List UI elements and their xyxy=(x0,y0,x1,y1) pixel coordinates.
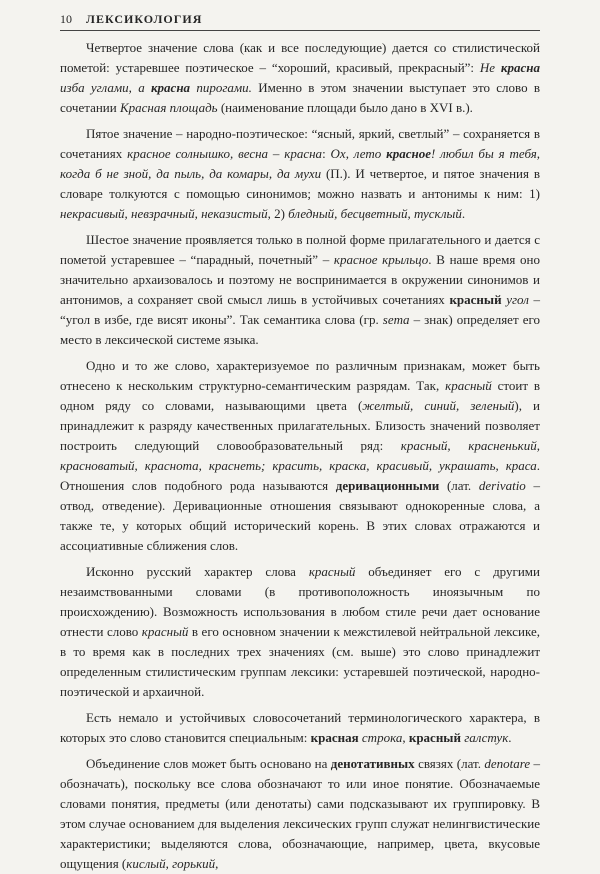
term: деривационными xyxy=(335,478,440,493)
paragraph-1 xyxy=(60,38,540,118)
text-run: (наименование площади было дано в XVI в.). xyxy=(217,100,473,115)
page-body xyxy=(60,38,540,874)
text-run: – обозначать), поскольку все слова обозначают то или иное понятие. Обозначаемые словами понятия, предметы (или денотаты) сами подсказывают их группировку. В этом случае основанием для выделения лексических групп служат нелингвистические характеристики; выделяются слова, обозначающие, например, цвета, вкусовые ощущения ( xyxy=(60,756,540,871)
text-run: . xyxy=(461,206,466,221)
example-text: красный, красненький, красноватый, краснота, краснеть; красить, краска, красивый, украшать, краса xyxy=(60,438,541,473)
example-text: derivatio xyxy=(478,478,526,493)
text-run: Четвертое значение слова (как и все последующие) дается со стилистической пометой: устаревшее поэтическое – “хороший, красивый, прекрасный”: xyxy=(60,40,540,75)
example-text: пирогами. xyxy=(190,80,252,95)
text-run: , xyxy=(215,856,219,871)
text-run: Одно и то же слово, характеризуемое по различным признакам, может быть отнесено к нескольким структурно-семантическим разрядам. Так, xyxy=(60,358,540,393)
text-run: Пятое значение – народно-поэтическое: “ясный, яркий, светлый” – сохраняется в сочетаниях xyxy=(60,126,540,161)
example-text: красный xyxy=(445,378,492,393)
page-header xyxy=(60,12,540,31)
key-word: красна xyxy=(150,80,191,95)
example-text: ! любил бы я тебя, когда б не зной, да пыль, да комары, да мухи xyxy=(60,146,540,181)
example-text: denotare xyxy=(484,756,531,771)
text-run: , 2) xyxy=(267,206,289,221)
text-run: Объединение слов может быть основано на xyxy=(86,756,331,771)
text-run: Есть немало и устойчивых словосочетаний терминологического характера, в которых это слово становится специальным: xyxy=(60,710,540,745)
example-text: Красная площадь xyxy=(119,100,218,115)
example-text: угол xyxy=(501,292,529,307)
example-text: галстук xyxy=(460,730,509,745)
paragraph-7 xyxy=(60,754,540,874)
paragraph-2 xyxy=(60,124,540,224)
key-word: красная xyxy=(310,730,359,745)
example-text: красный xyxy=(308,564,356,579)
text-run: Шестое значение проявляется только в полной форме прилагательного и дается с пометой устаревшее – “парадный, почетный” – xyxy=(60,232,540,267)
text-run: стоит в одном ряду со словами, называющими цвета ( xyxy=(60,378,540,413)
example-text: Не xyxy=(479,60,501,75)
example-text: некрасивый, невзрачный, неказистый xyxy=(60,206,268,221)
text-run: . Отношения слов подобного рода называются xyxy=(60,458,540,493)
key-word: красный xyxy=(449,292,502,307)
paragraph-6 xyxy=(60,708,540,748)
paragraph-5 xyxy=(60,562,540,702)
example-text: красный xyxy=(141,624,189,639)
key-word: красна xyxy=(500,60,540,75)
example-text: sema xyxy=(382,312,410,327)
text-run: объединяет его с другими незаимствованными словами (в противоположность иноязычным по происхождению). Возможность использования в любом стиле речи дает основание отнести слово xyxy=(60,564,540,639)
page-number: 10 xyxy=(60,12,72,26)
text-run: ), и принадлежит к разряду качественных прилагательных. Близость значений позволяет построить следующий словообразовательный ряд: xyxy=(60,398,540,453)
text-run: . В наше время оно значительно архаизовалось и поэтому не воспринимается в окружении синонимов и антонимов, а сохраняет свой смысл лишь в устойчивых сочетаниях xyxy=(60,252,541,307)
term: денотативных xyxy=(330,756,415,771)
example-text: изба углами, а xyxy=(60,80,151,95)
key-word: красное xyxy=(386,146,431,161)
text-run: связях (лат. xyxy=(414,756,485,771)
key-word: красный xyxy=(408,730,461,745)
paragraph-3 xyxy=(60,230,540,350)
text-run: . xyxy=(508,730,512,745)
text-run: : xyxy=(322,146,331,161)
example-text: желтый, синий, зеленый xyxy=(362,398,515,413)
example-text: строка xyxy=(358,730,403,745)
text-run: Именно в этом значении выступает это слово в сочетании xyxy=(60,80,540,115)
text-run: – знак) определяет его место в лексической системе языка. xyxy=(60,312,540,347)
running-title: ЛЕКСИКОЛОГИЯ xyxy=(86,12,203,26)
text-run: (лат. xyxy=(439,478,479,493)
example-text: красное солнышко, весна – красна xyxy=(127,146,323,161)
text-run: – “угол в избе, где висят иконы”. Так семантика слова (гр. xyxy=(60,292,541,327)
text-run: Исконно русский характер слова xyxy=(86,564,309,579)
text-run: , xyxy=(402,730,409,745)
example-text: Ох, лето xyxy=(330,146,387,161)
text-run: – отвод, отведение). Деривационные отношения связывают однокоренные слова, а также те, у которых общий исторический корень. В этих словах отражаются и ассоциативные сближения слов. xyxy=(60,478,540,553)
paragraph-4 xyxy=(60,356,540,556)
text-run: (П.). И четвертое, и пятое значения в словаре толкуются с помощью синонимов; можно назвать и антонимы к ним: 1) xyxy=(60,166,540,201)
example-text: бледный, бесцветный, тусклый xyxy=(288,206,462,221)
example-text: кислый, горький xyxy=(126,856,216,871)
example-text: красное крыльцо xyxy=(333,252,429,267)
text-run: в его основном значении к межстилевой нейтральной лексике, в то время как в последних трех значениях (см. выше) это слово принадлежит определенным стилистическим группам лексики: устаревшей поэтической, народно-поэтической и архаичной. xyxy=(60,624,540,699)
